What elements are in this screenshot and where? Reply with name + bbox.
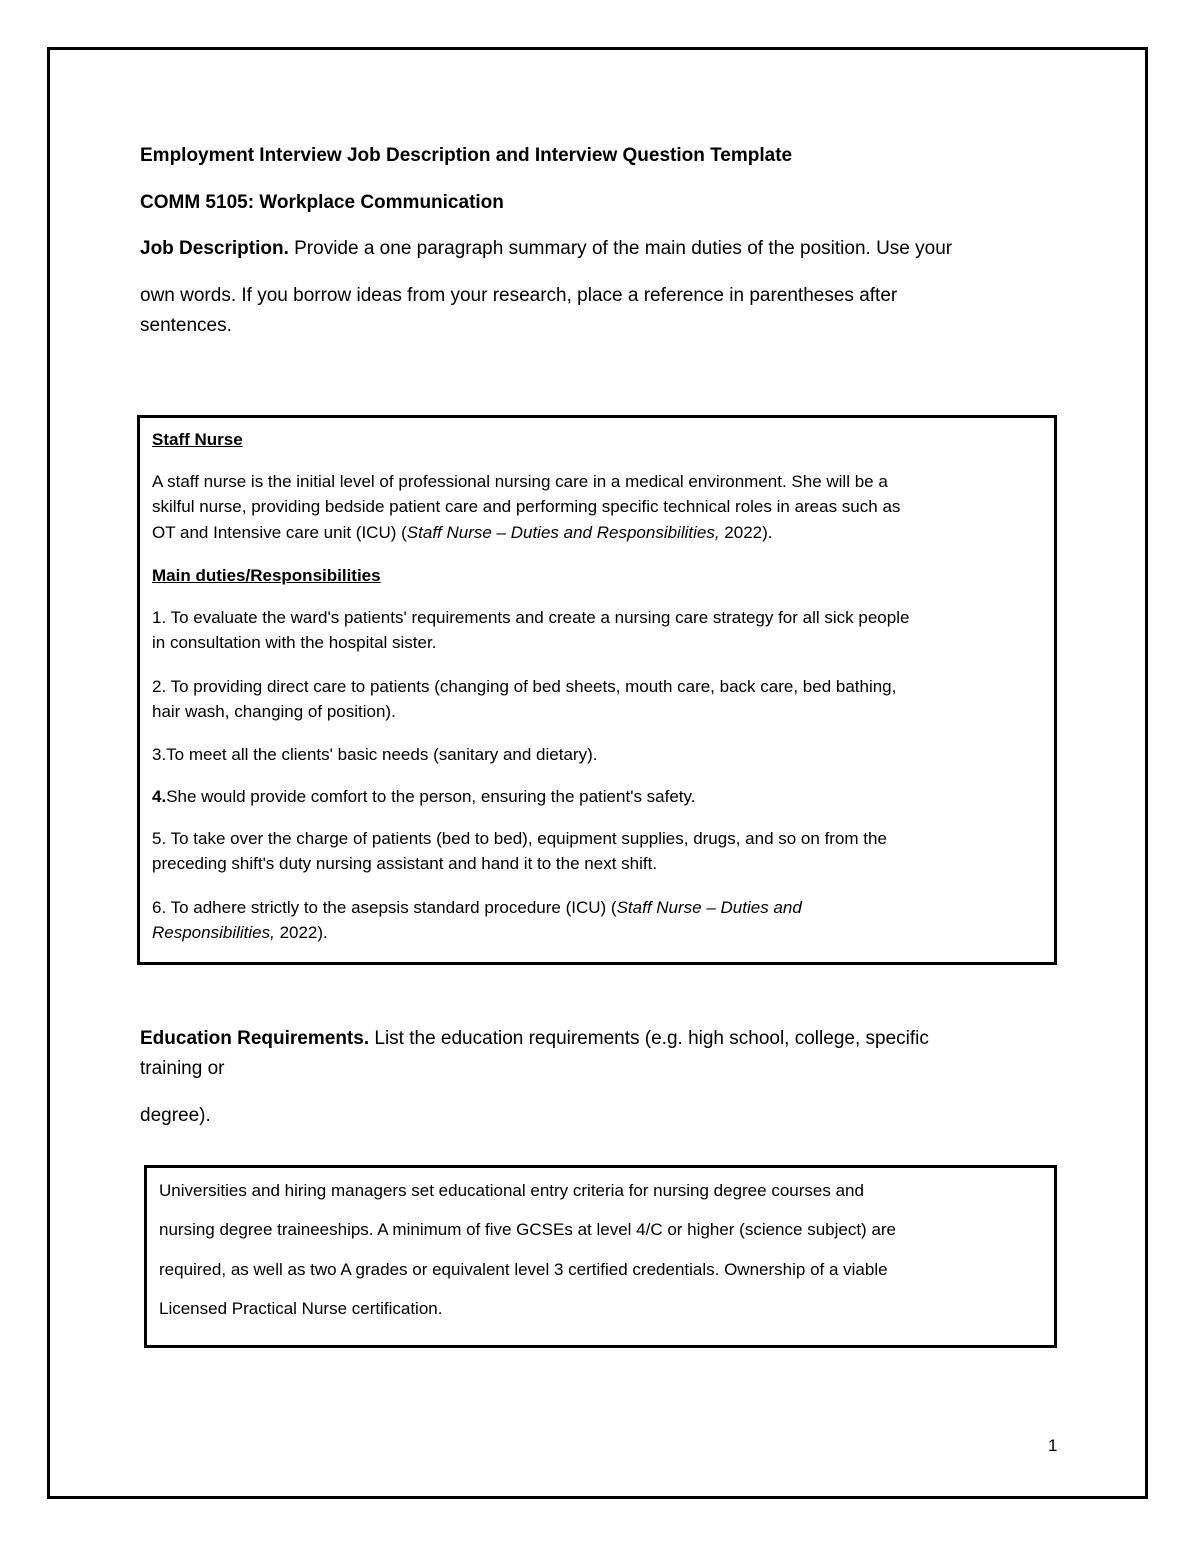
education-box-line-4: Licensed Practical Nurse certification.: [159, 1299, 443, 1318]
duty-2-line-2: hair wash, changing of position).: [152, 702, 396, 721]
staff-nurse-heading: Staff Nurse: [152, 430, 243, 449]
duty-6-citation-2: Responsibilities,: [152, 923, 275, 942]
education-text-1: List the education requirements (e.g. high school, college, specific: [369, 1028, 929, 1049]
staff-intro-year: 2022).: [719, 523, 773, 542]
job-description-text-1: Provide a one paragraph summary of the main duties of the position. Use your: [288, 238, 953, 259]
page-number: 1: [1048, 1436, 1058, 1455]
course-title: COMM 5105: Workplace Communication: [140, 192, 504, 213]
education-label: Education Requirements.: [140, 1028, 370, 1049]
staff-intro-line-3: [152, 523, 773, 543]
job-description-prompt-line-3: sentences.: [140, 315, 232, 336]
staff-intro-text: OT and Intensive care unit (ICU) (: [152, 523, 407, 542]
staff-intro-line-2: skilful nurse, providing bedside patient care and performing specific technical roles in areas such as: [152, 497, 901, 516]
duties-heading: Main duties/Responsibilities: [152, 566, 381, 585]
duty-4-text: She would provide comfort to the person, ensuring the patient's safety.: [166, 787, 696, 806]
duty-1-line-1: 1. To evaluate the ward's patients' requirements and create a nursing care strategy for all sick people: [152, 608, 910, 627]
duty-6-year: 2022).: [274, 923, 328, 942]
education-prompt-line-2: training or: [140, 1058, 225, 1079]
job-description-prompt-line-2: own words. If you borrow ideas from your research, place a reference in parentheses after: [140, 285, 898, 306]
duty-6-text: 6. To adhere strictly to the asepsis standard procedure (ICU) (: [152, 898, 617, 917]
job-description-label: Job Description.: [140, 238, 289, 259]
duty-2-line-1: 2. To providing direct care to patients (changing of bed sheets, mouth care, back care, bed bathing,: [152, 677, 897, 696]
education-prompt-line-1: [140, 1028, 929, 1050]
duty-3: 3.To meet all the clients' basic needs (sanitary and dietary).: [152, 745, 598, 764]
staff-intro-line-1: A staff nurse is the initial level of professional nursing care in a medical environment. She will be a: [152, 472, 888, 491]
staff-intro-citation: Staff Nurse – Duties and Responsibilities,: [406, 523, 720, 542]
education-box-line-1: Universities and hiring managers set educational entry criteria for nursing degree courses and: [159, 1181, 864, 1200]
job-description-prompt-line-1: [140, 238, 952, 260]
document-title: Employment Interview Job Description and Interview Question Template: [140, 145, 793, 166]
duty-6-citation: Staff Nurse – Duties and: [616, 898, 802, 917]
duty-1-line-2: in consultation with the hospital sister.: [152, 633, 437, 652]
duty-4: [152, 787, 695, 807]
education-box: [144, 1165, 1057, 1348]
duty-6-line-1: [152, 898, 802, 918]
duty-6-line-2: [152, 923, 328, 943]
duty-5-line-2: preceding shift's duty nursing assistant and hand it to the next shift.: [152, 854, 658, 873]
duty-5-line-1: 5. To take over the charge of patients (bed to bed), equipment supplies, drugs, and so on from the: [152, 829, 887, 848]
duty-4-number: 4.: [152, 787, 167, 806]
education-box-line-3: required, as well as two A grades or equivalent level 3 certified credentials. Ownership of a viable: [159, 1260, 888, 1279]
education-prompt-line-3: degree).: [140, 1105, 211, 1126]
education-box-line-2: nursing degree traineeships. A minimum of five GCSEs at level 4/C or higher (science subject) are: [159, 1220, 897, 1239]
staff-nurse-box: [137, 415, 1057, 965]
